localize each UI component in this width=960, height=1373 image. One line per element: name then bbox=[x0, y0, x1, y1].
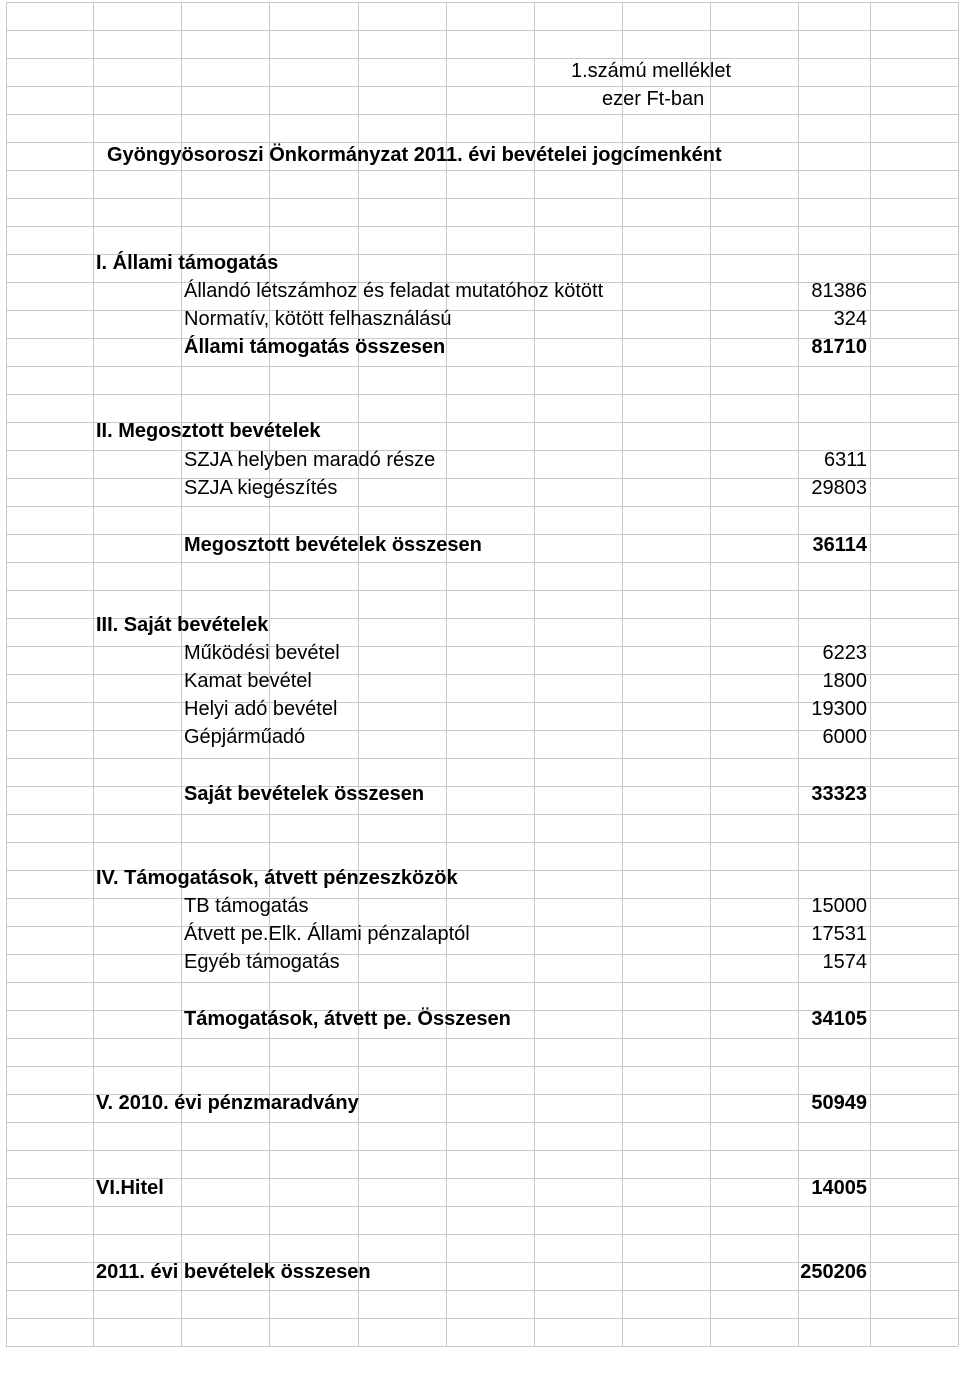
item-label: Normatív, kötött felhasználású bbox=[184, 308, 452, 330]
item-value: 6223 bbox=[822, 642, 867, 664]
item-label: TB támogatás bbox=[184, 895, 309, 917]
item-label: SZJA kiegészítés bbox=[184, 477, 338, 499]
item-value: 29803 bbox=[811, 477, 867, 499]
item-value: 6311 bbox=[823, 449, 867, 471]
item-label: Egyéb támogatás bbox=[184, 951, 340, 973]
item-label: Átvett pe.Elk. Állami pénzalaptól bbox=[184, 923, 470, 945]
section-heading: IV. Támogatások, átvett pénzeszközök bbox=[96, 867, 458, 889]
grand-total-label: 2011. évi bevételek összesen bbox=[96, 1261, 371, 1283]
item-label: Állandó létszámhoz és feladat mutatóhoz kötött bbox=[184, 280, 604, 302]
item-label: Működési bevétel bbox=[184, 642, 340, 664]
item-value: 1800 bbox=[822, 670, 867, 692]
section-total-value: 33323 bbox=[811, 783, 867, 805]
section-heading: I. Állami támogatás bbox=[96, 252, 279, 274]
item-value: 324 bbox=[833, 308, 867, 330]
summary-label: V. 2010. évi pénzmaradvány bbox=[96, 1092, 359, 1114]
item-label: SZJA helyben maradó része bbox=[184, 449, 436, 471]
item-label: Gépjárműadó bbox=[184, 726, 306, 748]
page-title: Gyöngyösoroszi Önkormányzat 2011. évi bevételei jogcímenként bbox=[107, 144, 722, 166]
section-total-value: 81710 bbox=[811, 336, 867, 358]
section-heading: II. Megosztott bevételek bbox=[96, 420, 321, 442]
item-label: Helyi adó bevétel bbox=[184, 698, 338, 720]
item-value: 1574 bbox=[822, 951, 867, 973]
section-total-label: Állami támogatás összesen bbox=[184, 336, 446, 358]
summary-label: VI.Hitel bbox=[96, 1177, 164, 1199]
item-value: 17531 bbox=[811, 923, 867, 945]
section-total-value: 36114 bbox=[812, 534, 867, 556]
item-value: 81386 bbox=[811, 280, 867, 302]
section-total-label: Támogatások, átvett pe. Összesen bbox=[184, 1008, 511, 1030]
summary-value: 14005 bbox=[811, 1177, 867, 1199]
grand-total-value: 250206 bbox=[800, 1261, 867, 1283]
item-value: 15000 bbox=[811, 895, 867, 917]
item-label: Kamat bevétel bbox=[184, 670, 312, 692]
item-value: 19300 bbox=[811, 698, 867, 720]
unit-label: ezer Ft-ban bbox=[602, 88, 705, 110]
annex-label: 1.számú melléklet bbox=[571, 60, 732, 82]
section-total-label: Saját bevételek összesen bbox=[184, 783, 425, 805]
summary-value: 50949 bbox=[811, 1092, 867, 1114]
section-heading: III. Saját bevételek bbox=[96, 614, 269, 636]
section-total-value: 34105 bbox=[811, 1008, 867, 1030]
section-total-label: Megosztott bevételek összesen bbox=[184, 534, 482, 556]
item-value: 6000 bbox=[822, 726, 867, 748]
